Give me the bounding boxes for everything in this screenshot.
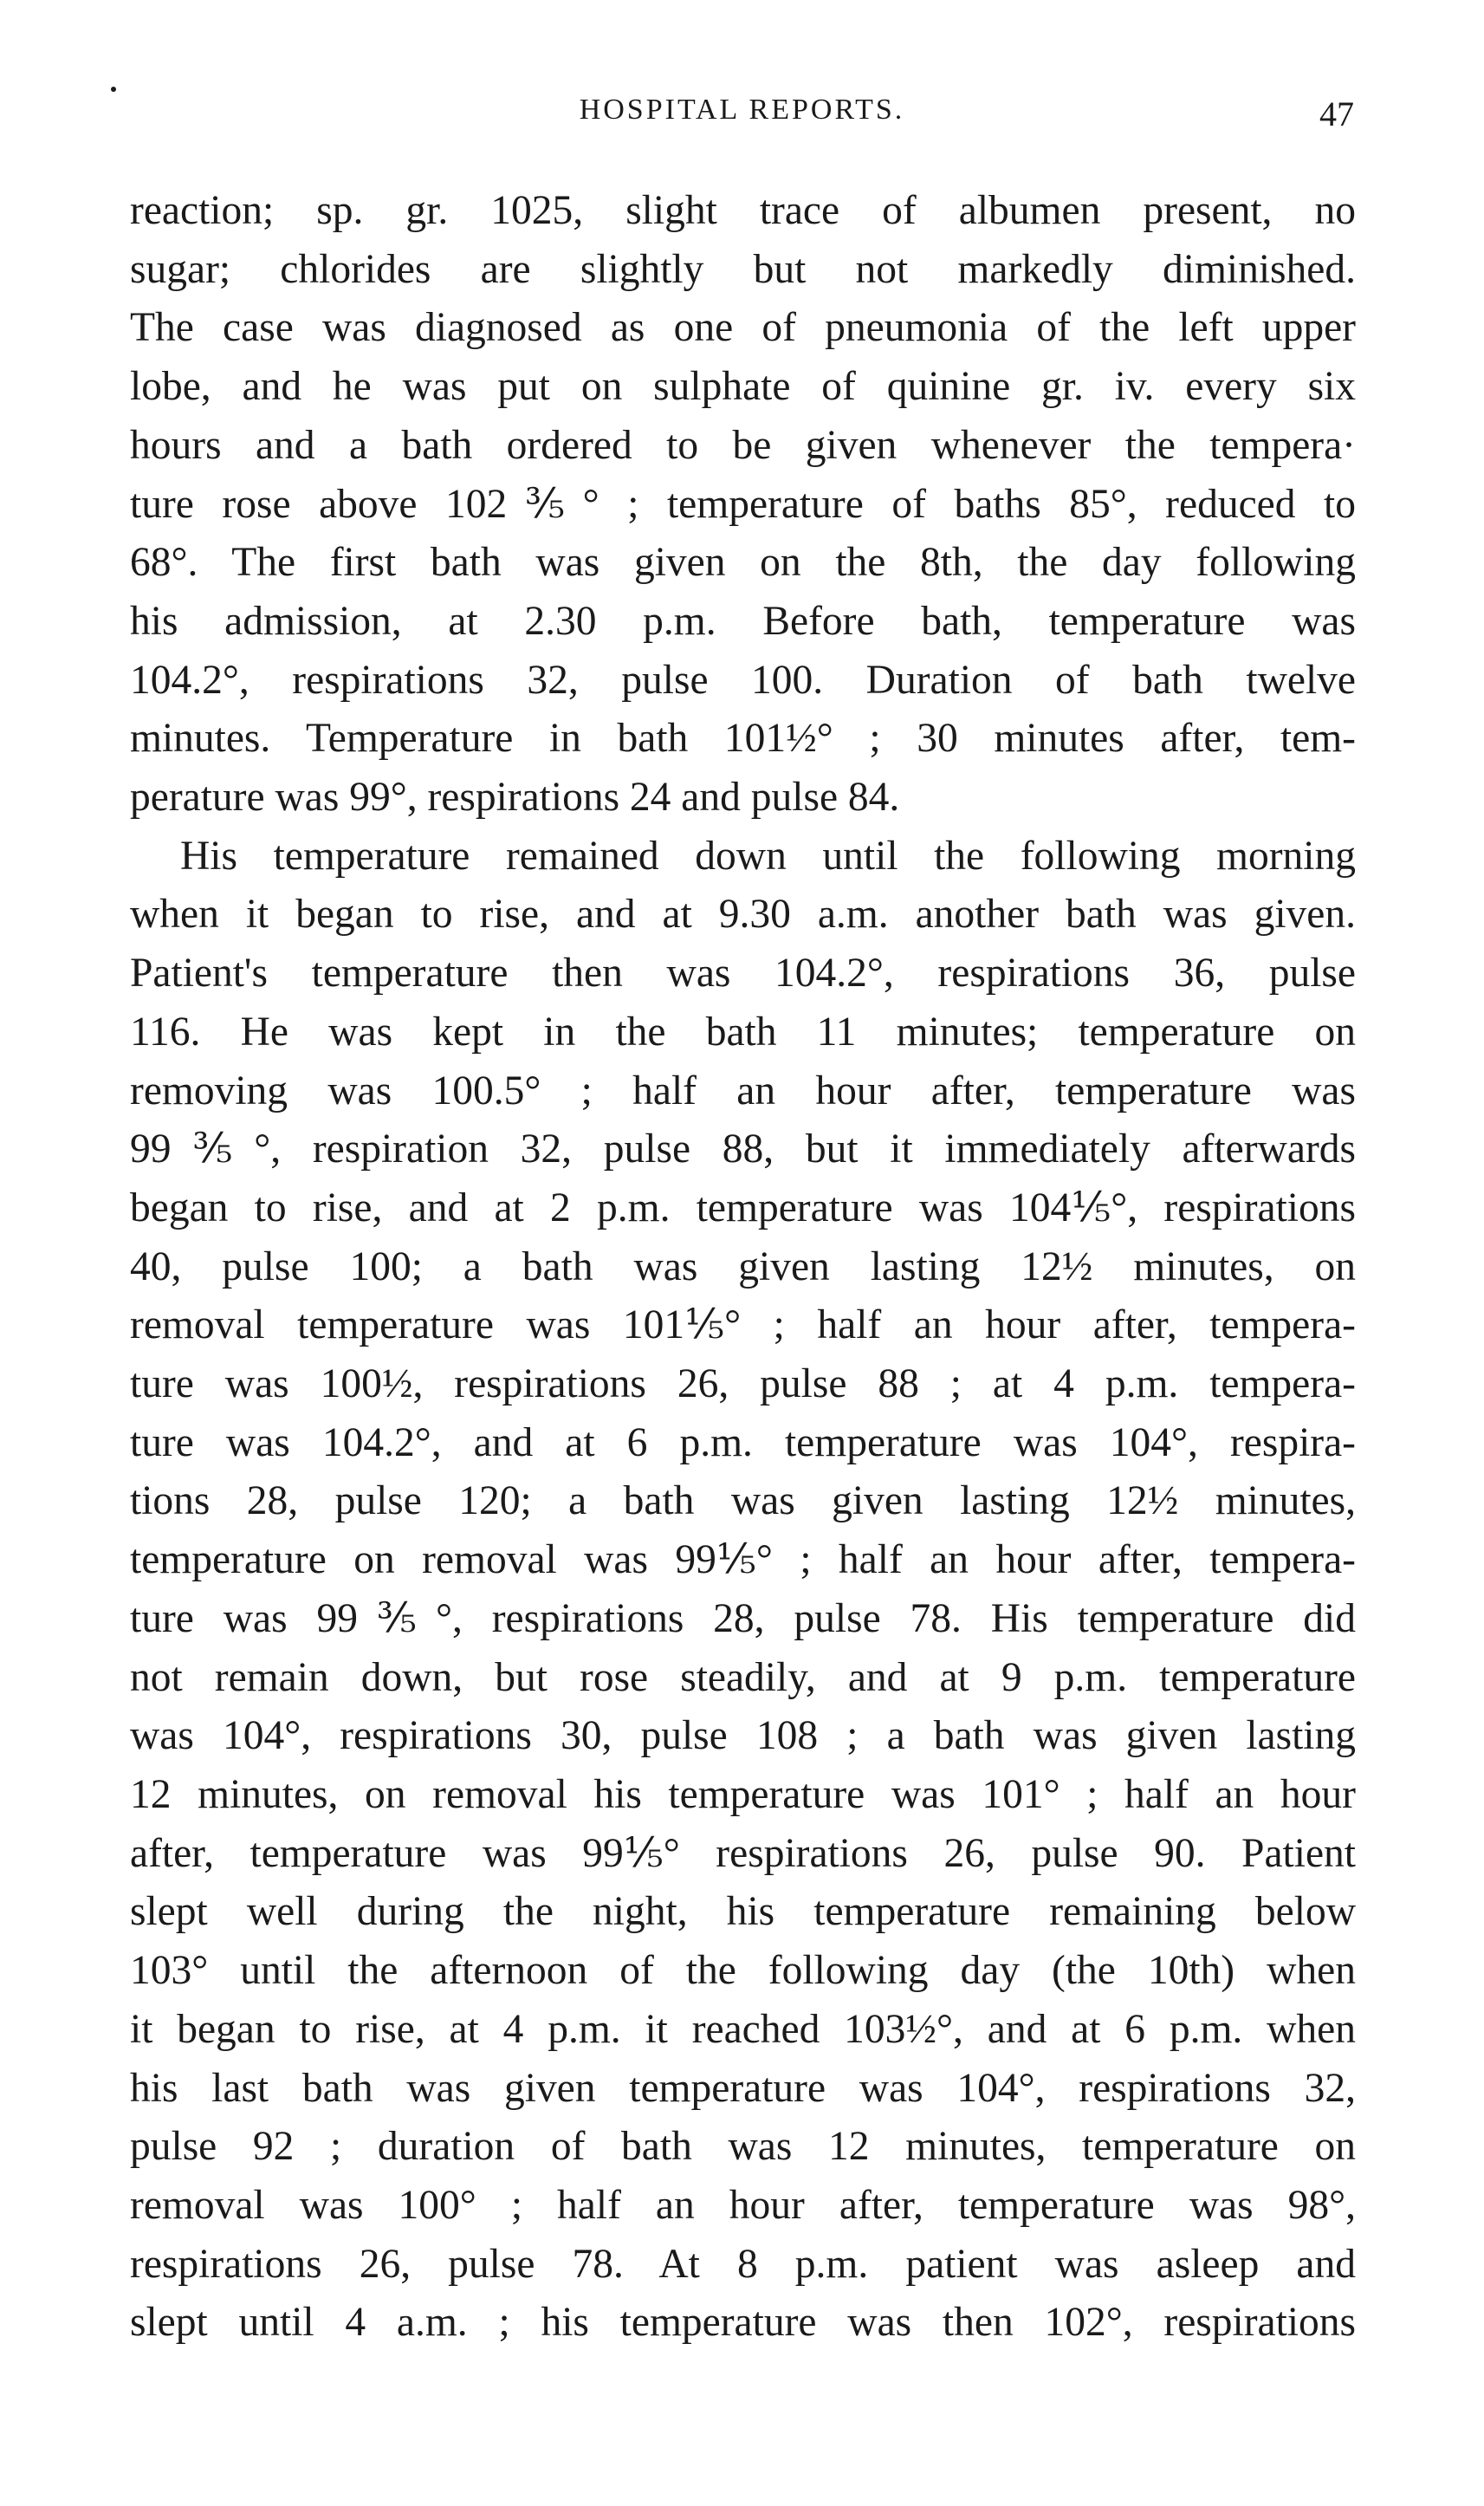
text-line: removing was 100.5° ; half an hour after, temperature was — [130, 1068, 1356, 1113]
text-line: ture was 104.2°, and at 6 p.m. temperature was 104°, respira- — [130, 1419, 1356, 1465]
text-line: his last bath was given temperature was 104°, respirations 32, — [130, 2065, 1356, 2111]
text-line: tions 28, pulse 120; a bath was given lasting 12½ minutes, — [130, 1478, 1356, 1524]
text-line: minutes. Temperature in bath 101½° ; 30 minutes after, tem- — [130, 716, 1356, 762]
text-line: ture was 99⅗°, respirations 28, pulse 78. His temperature did — [130, 1595, 1356, 1641]
text-line: when it began to rise, and at 9.30 a.m. another bath was given. — [130, 892, 1356, 938]
text-line: The case was diagnosed as one of pneumonia of the left upper — [130, 305, 1356, 351]
text-line: removal temperature was 101⅕° ; half an hour after, tempera- — [130, 1302, 1356, 1348]
text-line: temperature on removal was 99⅕° ; half an hour after, tempera- — [130, 1537, 1356, 1583]
page-number: 47 — [1319, 94, 1354, 133]
text-line: began to rise, and at 2 p.m. temperature was 104⅕°, respirations — [130, 1185, 1356, 1230]
text-line: Patient's temperature then was 104.2°, respirations 36, pulse — [130, 951, 1356, 997]
text-line: 12 minutes, on removal his temperature was 101° ; half an hour — [130, 1771, 1356, 1817]
text-line: 99⅗°, respiration 32, pulse 88, but it immediately afterwards — [130, 1126, 1356, 1172]
text-line: respirations 26, pulse 78. At 8 p.m. patient was asleep and — [130, 2241, 1356, 2287]
text-line: ture was 100½, respirations 26, pulse 88 ; at 4 p.m. tempera- — [130, 1361, 1356, 1407]
body-text — [130, 182, 1356, 2353]
text-line: was 104°, respirations 30, pulse 108 ; a bath was given lasting — [130, 1713, 1356, 1759]
text-line: not remain down, but rose steadily, and at 9 p.m. temperature — [130, 1654, 1356, 1700]
text-line: after, temperature was 99⅕° respirations 26, pulse 90. Patient — [130, 1830, 1356, 1876]
text-line: ture rose above 102⅗° ; temperature of baths 85°, reduced to — [130, 481, 1356, 527]
text-line: his admission, at 2.30 p.m. Before bath, temperature was — [130, 598, 1356, 644]
ink-speck — [111, 87, 116, 92]
text-line: it began to rise, at 4 p.m. it reached 103½°, and at 6 p.m. when — [130, 2006, 1356, 2052]
text-line: sugar; chlorides are slightly but not markedly diminished. — [130, 246, 1356, 292]
text-line: 40, pulse 100; a bath was given lasting 12½ minutes, on — [130, 1243, 1356, 1289]
text-line: pulse 92 ; duration of bath was 12 minutes, temperature on — [130, 2124, 1356, 2170]
paragraph-end-line: perature was 99°, respirations 24 and pulse 84. — [130, 775, 900, 821]
text-line: 104.2°, respirations 32, pulse 100. Duration of bath twelve — [130, 657, 1356, 703]
page-header — [130, 94, 1354, 146]
text-line: 103° until the afternoon of the following day (the 10th) when — [130, 1948, 1356, 1994]
text-line: slept well during the night, his temperature remaining below — [130, 1889, 1356, 1935]
text-line: lobe, and he was put on sulphate of quinine gr. iv. every six — [130, 364, 1356, 410]
text-line: 116. He was kept in the bath 11 minutes; temperature on — [130, 1009, 1356, 1055]
text-line: hours and a bath ordered to be given whenever the tempera· — [130, 422, 1356, 468]
text-line: 68°. The first bath was given on the 8th, the day following — [130, 540, 1356, 586]
paragraph-start-line: His temperature remained down until the following morning — [180, 833, 1356, 879]
text-line: removal was 100° ; half an hour after, temperature was 98°, — [130, 2182, 1356, 2228]
text-line: slept until 4 a.m. ; his temperature was then 102°, respirations — [130, 2300, 1356, 2346]
running-head: HOSPITAL REPORTS. — [579, 94, 905, 126]
text-line: reaction; sp. gr. 1025, slight trace of albumen present, no — [130, 188, 1356, 233]
